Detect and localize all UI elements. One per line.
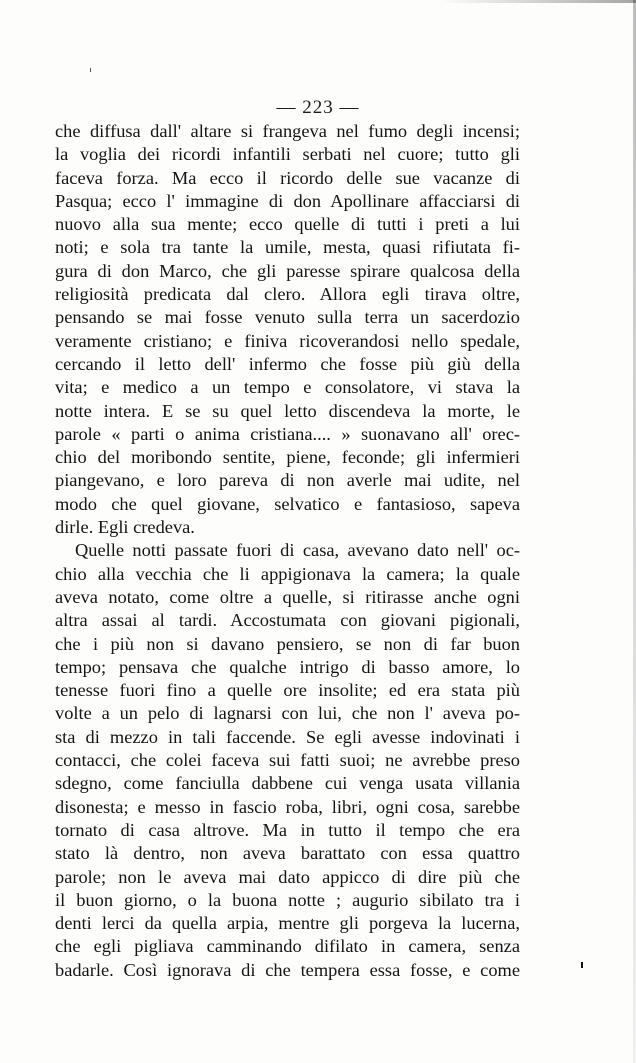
text-line: tornato di casa altrove. Ma in tutto il tempo che era [55,819,520,840]
text-line: chio del moribondo sentite, piene, feconde; gli infermieri [55,447,520,468]
text-line: parole; non le aveva mai dato appicco di dire più che [55,866,520,887]
scan-edge-top [440,0,636,3]
text-line: contacci, che colei faceva sui fatti suoi; ne avrebbe preso [55,750,520,771]
text-line: parole « parti o anima cristiana.... » suonavano all' orec- [55,423,520,444]
text-line: chio alla vecchia che li appigionava la camera; la quale [55,563,520,584]
text-line: che i più non si davano pensiero, se non di far buon [55,633,520,654]
page-number: — 223 — [276,97,360,118]
body-text [55,120,520,982]
text-line: faceva forza. Ma ecco il ricordo delle sue vacanze di [55,167,520,188]
text-line: piangevano, e loro pareva di non averle mai udite, nel [55,470,520,491]
margin-speck [90,68,91,72]
text-line: cercando il letto dell' infermo che fosse più giù della [55,353,520,374]
text-line: il buon giorno, o la buona notte ; augurio sibilato tra i [55,889,520,910]
text-line: veramente cristiano; e finiva ricoverandosi nello spedale, [55,330,520,351]
text-line: sdegno, come fanciulla dabbene cui venga usata villania [55,773,520,794]
paragraph-start-line: Quelle notti passate fuori di casa, avevano dato nell' oc- [75,540,520,561]
text-line: notte intera. E se su quel letto discendeva la morte, le [55,400,520,421]
text-line: aveva notato, come oltre a quelle, si ritirasse anche ogni [55,586,520,607]
text-line: che diffusa dall' altare si frangeva nel fumo degli incensi; [55,121,520,141]
text-line: disonesta; e messo in fascio roba, libri, ogni cosa, sarebbe [55,796,520,817]
paragraph-end-line: dirle. Egli credeva. [55,517,195,538]
text-line: che egli pigliava camminando difilato in camera, senza [55,936,520,957]
text-line: altra assai al tardi. Accostumata con giovani pigionali, [55,610,520,631]
text-line: vita; e medico a un tempo e consolatore, vi stava la [55,377,520,398]
text-line: tempo; pensava che qualche intrigo di basso amore, lo [55,656,520,677]
text-line: volte a un pelo di lagnarsi con lui, che non l' aveva po- [55,703,520,724]
text-line: noti; e sola tra tante la umile, mesta, quasi rifiutata fi- [55,237,520,258]
text-line: badarle. Così ignorava di che tempera essa fosse, e come [55,959,520,980]
text-line: religiosità predicata dal clero. Allora egli tirava oltre, [55,284,520,305]
margin-speck [581,962,583,968]
text-line: pensando se mai fosse venuto sulla terra un sacerdozio [55,307,520,328]
text-line: tenesse fuori fino a quelle ore insolite; ed era stata più [55,680,520,701]
text-line: sta di mezzo in tali faccende. Se egli avesse indovinati i [55,726,520,747]
text-line: nuovo alla sua mente; ecco quelle di tutti i preti a lui [55,214,520,235]
text-line: stato là dentro, non aveva barattato con essa quattro [55,843,520,864]
text-line: Pasqua; ecco l' immagine di don Apollinare affacciarsi di [55,190,520,211]
text-line: modo che quel giovane, selvatico e fantasioso, sapeva [55,493,520,514]
text-line: gura di don Marco, che gli paresse spirare qualcosa della [55,260,520,281]
text-line: denti lerci da quella arpia, mentre gli porgeva la lucerna, [55,913,520,934]
text-line: la voglia dei ricordi infantili serbati nel cuore; tutto gli [55,144,520,165]
